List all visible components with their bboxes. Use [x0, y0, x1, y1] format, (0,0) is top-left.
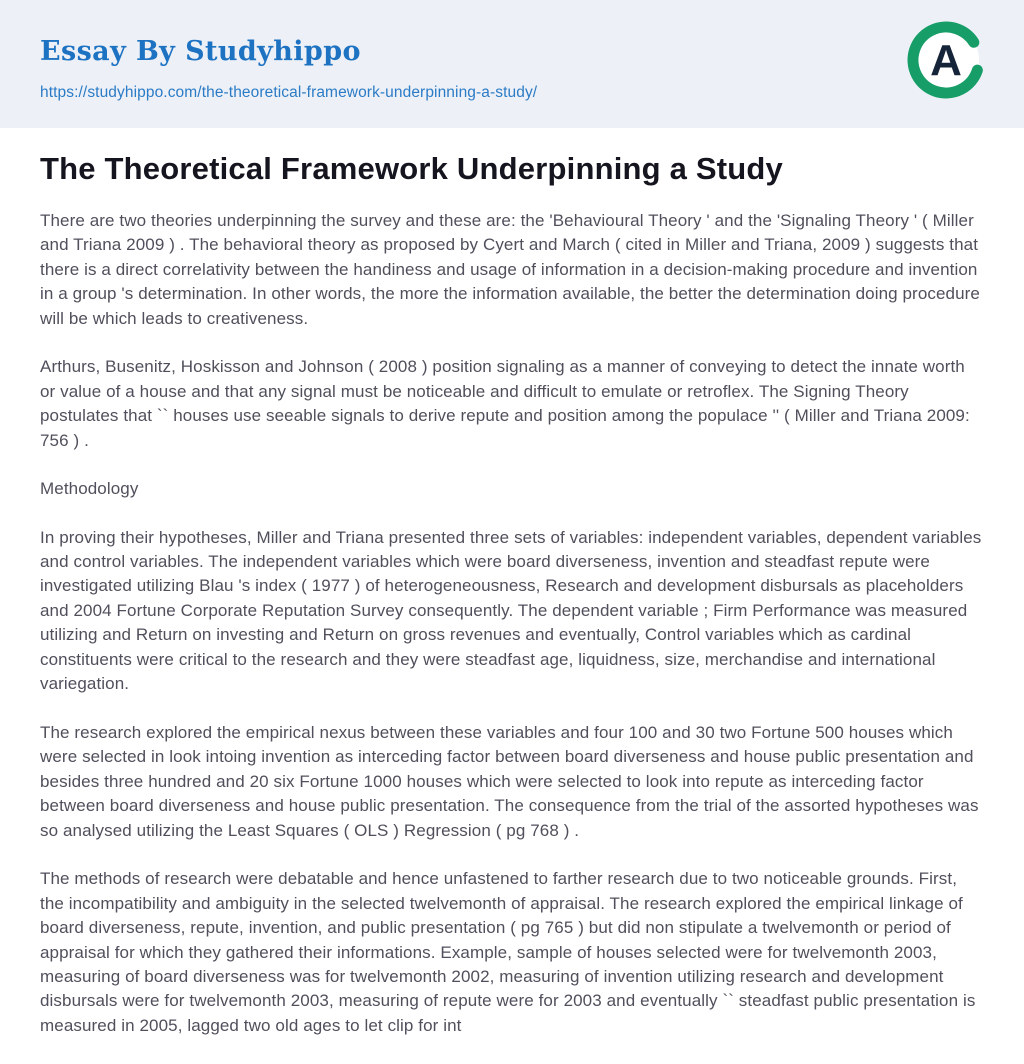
page-header: [0, 0, 1024, 128]
logo-ring-icon: [906, 20, 986, 100]
paragraph-4: The research explored the empirical nexus between these variables and four 100 and 30 two Fortune 500 houses which were selected in look intoing invention as interceding factor between board diverseness and house public presentation and besides three hundred and 20 six Fortune 1000 houses which were selected to look into repute as interceding factor between board diverseness and house public presentation. The consequence from the trial of the assorted hypotheses was so analysed utilizing the Least Squares ( OLS ) Regression ( pg 768 ) .: [40, 722, 979, 840]
page-title: The Theoretical Framework Underpinning a Study: [40, 151, 783, 186]
site-title: Essay By Studyhippo: [40, 36, 361, 67]
paragraph-2: Arthurs, Busenitz, Hoskisson and Johnson ( 2008 ) position signaling as a manner of conveying to detect the innate worth or value of a house and that any signal must be noticeable and difficult to emulate or retroflex. The Signing Theory postulates that `` houses use seeable signals to derive repute and position among the populace '' ( Miller and Triana 2009: 756 ) .: [40, 357, 970, 450]
paragraph-3: In proving their hypotheses, Miller and Triana presented three sets of variables: independent variables, dependent variables and control variables. The independent variables which were board diverseness, invention and steadfast repute were investigated utilizing Blau 's index ( 1977 ) of heterogeneousness, Research and development disbursals as placeholders and 2004 Fortune Corporate Reputation Survey consequently. The dependent variable ; Firm Performance was measured utilizing and Return on investing and Return on gross revenues and eventually, Control variables which as cardinal constituents were critical to the research and they were steadfast age, liquidness, size, merchandise and international variegation.: [40, 527, 982, 694]
paragraph-5: The methods of research were debatable and hence unfastened to farther research due to two noticeable grounds. First, the incompatibility and ambiguity in the selected twelvemonth of appraisal. The research explored the empirical linkage of board diverseness, repute, invention, and public presentation ( pg 765 ) but did non stipulate a twelvemonth or period of appraisal for which they gathered their informations. Example, sample of houses selected were for twelvemonth 2003, measuring of board diverseness was for twelvemonth 2002, measuring of invention utilizing research and development disbursals were for twelvemonth 2003, measuring of repute were for 2003 and eventually `` steadfast public presentation is measured in 2005, lagged two old ages to let clip for int: [40, 869, 976, 1035]
article-url-link[interactable]: https://studyhippo.com/the-theoretical-framework-underpinning-a-study/: [40, 84, 538, 101]
methodology-heading: Methodology: [40, 479, 139, 499]
article-body: [40, 209, 984, 1039]
paragraph-1: There are two theories underpinning the survey and these are: the 'Behavioural Theory ' and the 'Signaling Theory ' ( Miller and Triana 2009 ) . The behavioral theory as proposed by Cyert and March ( cited in Miller and Triana, 2009 ) suggests that there is a direct correlativity between the handiness and usage of information in a decision-making procedure and invention in a group 's determination. In other words, the more the information available, the better the determination doing procedure will be which leads to creativeness.: [40, 210, 980, 328]
studyhippo-logo-icon: [906, 20, 986, 100]
logo-letter: A: [930, 36, 962, 85]
article: [0, 128, 1024, 1038]
